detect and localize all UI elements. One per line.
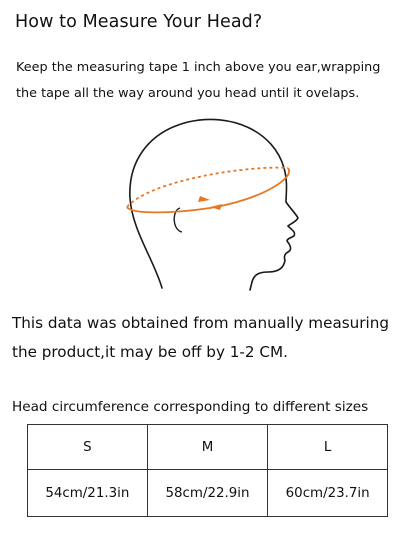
- page-title: How to Measure Your Head?: [15, 12, 263, 32]
- table-caption: Head circumference corresponding to different sizes: [12, 399, 369, 415]
- size-value-s: 54cm/21.3in: [28, 470, 148, 517]
- note-line: This data was obtained from manually measuring: [12, 314, 390, 332]
- arrow-icon: [210, 204, 222, 210]
- table-header-row: [28, 425, 388, 470]
- head-measuring-illustration: [110, 110, 310, 300]
- size-header-m: M: [147, 425, 268, 470]
- tape-front-arc: [127, 168, 289, 212]
- measurement-note: [12, 309, 412, 367]
- size-table: [27, 424, 388, 517]
- head-outline: [130, 119, 298, 290]
- table-row: [28, 470, 388, 517]
- instruction-line: the tape all the way around you head until it ovelaps.: [16, 86, 360, 101]
- measuring-instructions: [16, 55, 408, 107]
- size-header-s: S: [28, 425, 148, 470]
- size-value-m: 58cm/22.9in: [147, 470, 268, 517]
- tape-back-arc: [127, 168, 288, 207]
- arrow-icon: [198, 196, 210, 202]
- size-value-l: 60cm/23.7in: [268, 470, 388, 517]
- instruction-line: Keep the measuring tape 1 inch above you ear,wrapping: [16, 60, 381, 75]
- note-line: the product,it may be off by 1-2 CM.: [12, 343, 288, 361]
- size-header-l: L: [268, 425, 388, 470]
